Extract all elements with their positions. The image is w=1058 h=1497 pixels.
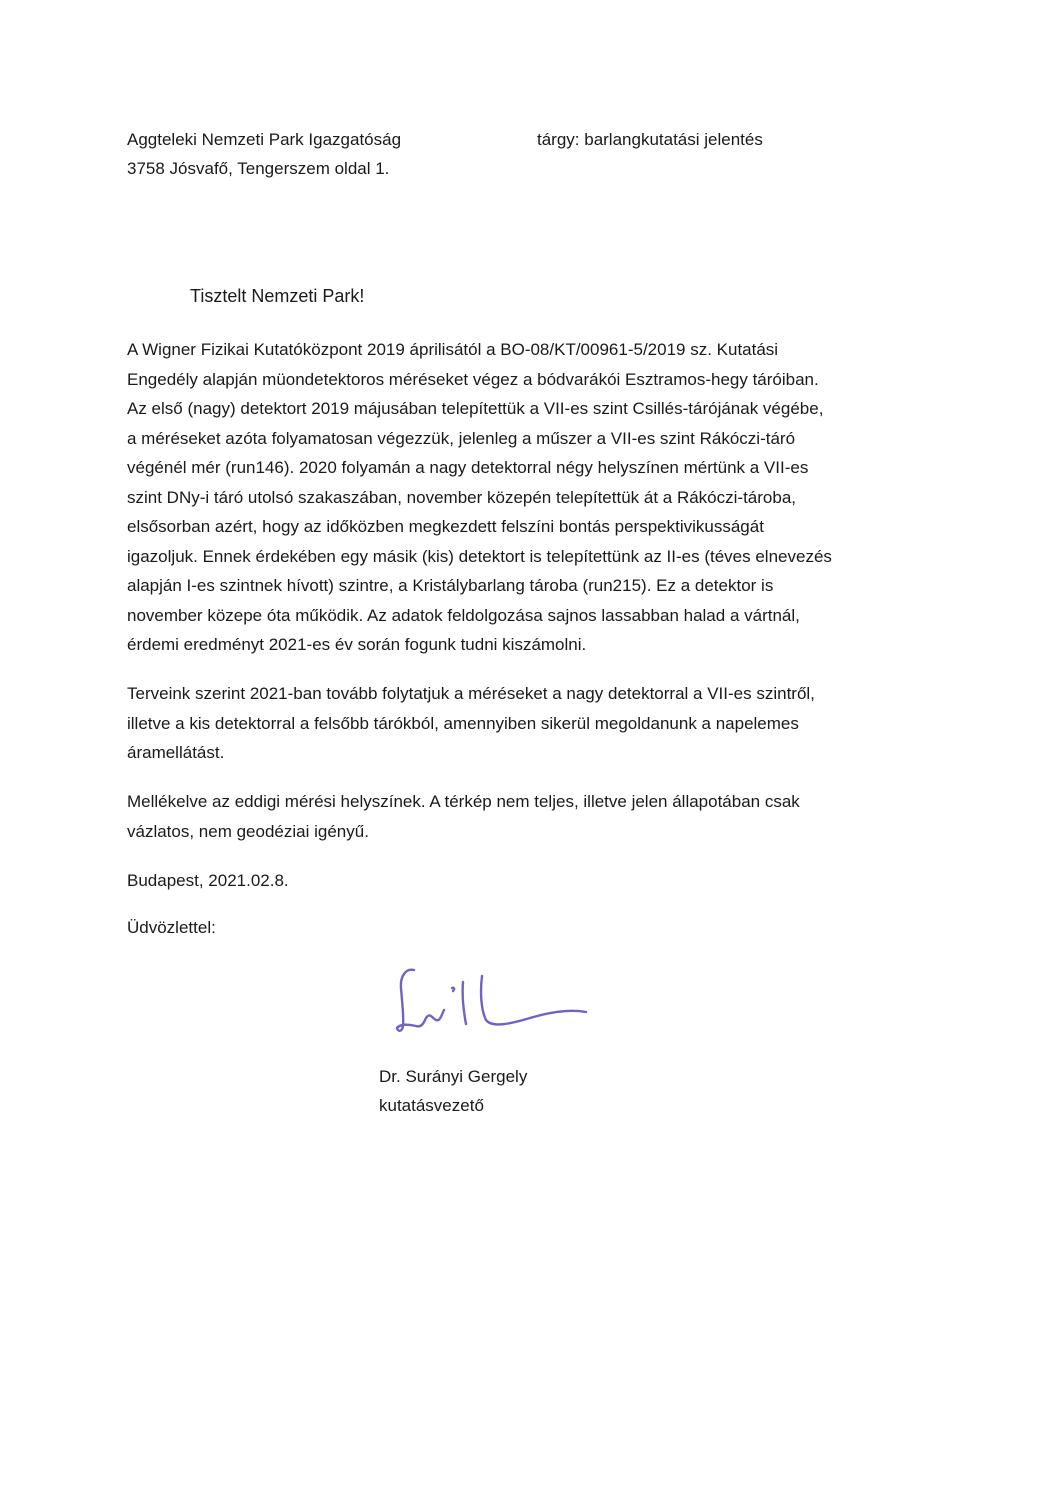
signer-block: [379, 1062, 527, 1120]
paragraph-line: igazoljuk. Ennek érdekében egy másik (kis) detektort is telepítettünk az II-es (téves elnevezés: [127, 546, 832, 566]
paragraph-line: Terveink szerint 2021-ban tovább folytatjuk a méréseket a nagy detektorral a VII-es szintről,: [127, 684, 815, 703]
paragraph-line: érdemi eredményt 2021-es év során fogunk tudni kiszámolni.: [127, 635, 587, 654]
paragraph-line: Engedély alapján müondetektoros méréseket végez a bódvarákói Esztramos-hegy táróiban.: [127, 369, 819, 389]
closing-greeting: Üdvözlettel:: [127, 918, 216, 937]
paragraph-line: Az első (nagy) detektort 2019 májusában telepítettük a VII-es szint Csillés-tárójának végébe,: [127, 399, 824, 418]
paragraph-line: végénél mér (run146). 2020 folyamán a nagy detektorral négy helyszínen mértünk a VII-es: [127, 458, 809, 477]
signature-stroke: [397, 970, 426, 1031]
salutation: Tisztelt Nemzeti Park!: [190, 286, 365, 306]
paragraph-line: szint DNy-i táró utolsó szakaszában, november közepén telepítettük át a Rákóczi-tároba,: [127, 487, 797, 507]
subject-line: tárgy: barlangkutatási jelentés: [537, 130, 763, 149]
body-paragraph-1: [127, 335, 927, 660]
body-paragraph-2: [127, 679, 927, 768]
paragraph-line: a méréseket azóta folyamatosan végezzük, jelenleg a műszer a VII-es szint Rákóczi-táró: [127, 428, 796, 448]
signature-stroke: [463, 982, 466, 1024]
place-and-date: Budapest, 2021.02.8.: [127, 871, 289, 890]
signature-stroke: [481, 976, 586, 1024]
sender-name: Aggteleki Nemzeti Park Igazgatóság: [127, 130, 402, 149]
paragraph-line: vázlatos, nem geodéziai igényű.: [127, 821, 369, 841]
body-paragraph-3: [127, 787, 927, 846]
signer-name: Dr. Surányi Gergely: [379, 1067, 528, 1086]
signer-title: kutatásvezető: [379, 1096, 484, 1115]
sender-address: [127, 125, 401, 183]
handwritten-signature: [370, 962, 600, 1040]
paragraph-line: illetve a kis detektorral a felsőbb tárókból, amennyiben sikerül megoldanunk a napelemes: [127, 713, 799, 733]
signature-stroke: [426, 1010, 444, 1020]
paragraph-line: áramellátást.: [127, 743, 225, 762]
paragraph-line: Mellékelve az eddigi mérési helyszínek. A térkép nem teljes, illetve jelen állapotában csak: [127, 792, 800, 811]
paragraph-line: november közepe óta működik. Az adatok feldolgozása sajnos lassabban halad a vártnál,: [127, 605, 800, 625]
sender-street: 3758 Jósvafő, Tengerszem oldal 1.: [127, 159, 390, 178]
paragraph-line: A Wigner Fizikai Kutatóközpont 2019 áprilisától a BO-08/KT/00961-5/2019 sz. Kutatási: [127, 340, 779, 359]
signature-stroke: [452, 988, 454, 991]
paragraph-line: alapján I-es szintnek hívott) szintre, a Kristálybarlang tároba (run215). Ez a detektor is: [127, 576, 774, 595]
paragraph-line: elsősorban azért, hogy az időközben megkezdett felszíni bontás perspektivikusságát: [127, 517, 764, 536]
